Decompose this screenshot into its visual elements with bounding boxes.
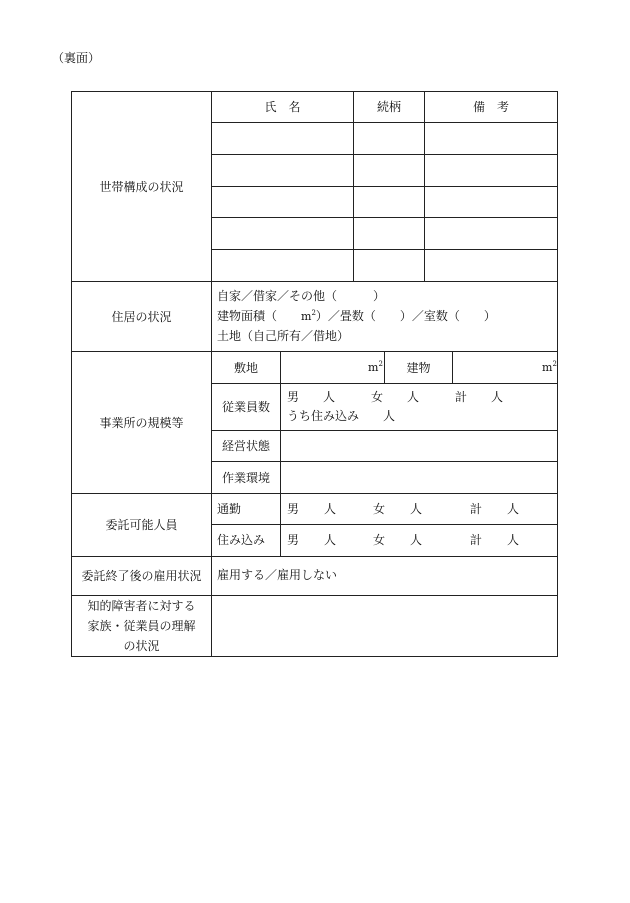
- residence-line-1: 自家／借家／その他（ ）: [217, 289, 386, 303]
- residence-line-3: 土地（自己所有／借地）: [217, 329, 350, 343]
- household-col-name: 氏 名: [264, 100, 301, 114]
- after-label: 委託終了後の雇用状況: [81, 569, 202, 583]
- household-row-1-remarks[interactable]: [425, 123, 557, 154]
- after-value: 雇用する／雇用しない: [217, 568, 338, 582]
- commission-label: 委託可能人員: [105, 518, 178, 532]
- building-unit: $m^2$: [542, 360, 557, 374]
- household-row-2-remarks[interactable]: [425, 155, 557, 186]
- management-label: 経営状態: [221, 439, 270, 453]
- commute-total-person: 人: [507, 502, 520, 516]
- rule: [211, 524, 558, 525]
- residence-label: 住居の状況: [111, 309, 172, 324]
- livein-male-person: 人: [324, 533, 337, 547]
- household-label: 世帯構成の状況: [99, 179, 184, 194]
- commute-male: 男: [287, 502, 300, 516]
- residence-area-prefix: 建物面積（: [217, 309, 302, 323]
- workenv-value[interactable]: [281, 462, 557, 493]
- household-row-2-relation[interactable]: [354, 155, 424, 186]
- household-row-1-name[interactable]: [212, 123, 353, 154]
- household-row-4-remarks[interactable]: [425, 218, 557, 249]
- employees-line-1: 男 人 女 人 計 人: [287, 390, 504, 404]
- residence-area-suffix: ）／畳数（ ）／室数（ ）: [315, 309, 496, 323]
- building-label: 建物: [406, 360, 431, 375]
- household-row-4-relation[interactable]: [354, 218, 424, 249]
- understanding-value[interactable]: [212, 596, 557, 656]
- livein-total-person: 人: [507, 533, 520, 547]
- rule: [557, 91, 558, 657]
- management-value[interactable]: [281, 431, 557, 461]
- residence-line-2: [217, 309, 496, 324]
- employees-label: 従業員数: [221, 400, 270, 414]
- household-col-relation: 続柄: [376, 100, 401, 114]
- household-row-3-name[interactable]: [212, 187, 353, 217]
- livein-male: 男: [287, 533, 300, 547]
- area-unit: $m^2$: [301, 309, 316, 323]
- rule: [71, 656, 558, 657]
- household-row-3-remarks[interactable]: [425, 187, 557, 217]
- commute-label: 通勤: [217, 502, 242, 516]
- commute-total: 計: [470, 502, 483, 516]
- household-row-3-relation[interactable]: [354, 187, 424, 217]
- workenv-label: 作業環境: [221, 470, 270, 485]
- site-unit: $m^2$: [368, 360, 383, 374]
- understanding-label-line-2: 家族・従業員の理解: [87, 619, 196, 633]
- livein-label: 住み込み: [217, 533, 266, 547]
- household-row-2-name[interactable]: [212, 155, 353, 186]
- rule: [452, 351, 453, 383]
- employees-line-2: うち住み込み 人: [287, 409, 396, 423]
- commute-male-person: 人: [324, 502, 337, 516]
- commute-female: 女: [373, 502, 386, 516]
- household-row-4-name[interactable]: [212, 218, 353, 249]
- household-row-1-relation[interactable]: [354, 123, 424, 154]
- household-row-5-name[interactable]: [212, 250, 353, 281]
- understanding-label-line-3: の状況: [123, 639, 160, 653]
- livein-total: 計: [470, 533, 483, 547]
- understanding-label-line-1: 知的障害者に対する: [87, 599, 196, 613]
- understanding-label: [72, 596, 211, 656]
- page-label: （裏面）: [52, 51, 101, 65]
- household-row-5-relation[interactable]: [354, 250, 424, 281]
- household-col-remarks: 備 考: [472, 100, 509, 114]
- livein-female: 女: [373, 533, 386, 547]
- office-label: 事業所の規模等: [99, 415, 184, 430]
- site-label: 敷地: [233, 360, 258, 375]
- livein-female-person: 人: [410, 533, 423, 547]
- commute-female-person: 人: [410, 502, 423, 516]
- household-row-5-remarks[interactable]: [425, 250, 557, 281]
